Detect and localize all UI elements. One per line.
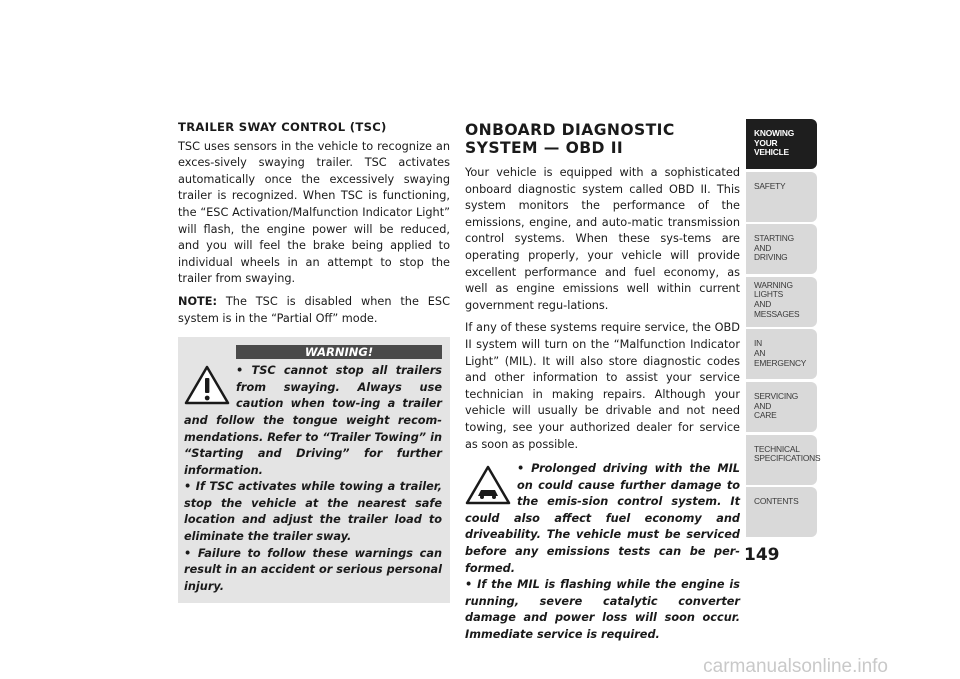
watermark [0, 655, 960, 679]
caution-car-triangle-icon [465, 465, 511, 505]
obd-paragraph-2: If any of these systems require service, the OBD II system will turn on the “Malfunction Indicator Light” (MIL). It will also store diagnostic codes and other information to assist your service technician in making repairs. Although your vehicle will usually be drivable and not need towing, see your authorized dealer for service as soon as possible. [465, 321, 740, 451]
tab-safety[interactable] [746, 172, 817, 222]
warning-triangle-icon [184, 365, 230, 405]
obd-paragraph-1: Your vehicle is equipped with a sophisticated onboard diagnostic system called OBD II. This system monitors the performance of the emissions, engine, and auto-matic transmission control systems. When these sys-tems are operating properly, your vehicle will provide excellent performance and fuel economy, as well as engine emissions well within current government regu-lations. [465, 166, 740, 312]
caution-bullet: • Prolonged driving with the MIL on could cause further damage to the emis-sion control system. It could also affect fuel economy and driveability. The vehicle must be serviced before any emissions tests can be per-formed. [465, 462, 740, 575]
left-column [178, 119, 450, 603]
section-heading-obd: ONBOARD DIAGNOSTIC SYSTEM — OBD II [465, 121, 675, 157]
tab-technical-specifications[interactable] [746, 435, 821, 485]
page-number: 149 [744, 545, 780, 565]
tsc-warning-box [178, 337, 450, 603]
tab-label: STARTING AND DRIVING [754, 233, 794, 263]
note-label: NOTE: [178, 294, 217, 308]
tsc-note [178, 294, 450, 327]
right-column [465, 119, 740, 644]
watermark-text: carmanualsonline.info [703, 656, 888, 677]
tab-label: WARNING LIGHTS AND MESSAGES [754, 279, 800, 319]
note-text: The TSC is disabled when the ESC system is in the “Partial Off” mode. [178, 294, 450, 325]
warning-title: WARNING! [236, 345, 442, 359]
tsc-paragraph: TSC uses sensors in the vehicle to recognize an exces-sively swaying trailer. TSC activates automatically once the excessively swaying trailer is recognized. When TSC is functioning, the “ESC Activation/Malfunction Indicator Light” will flash, the engine power will be reduced, and you will feel the brake being applied to individual wheels in an attempt to stop the trailer from swaying. [178, 139, 450, 286]
warning-bullet: • Failure to follow these warnings can result in an accident or serious personal injury. [184, 546, 442, 593]
tab-knowing-your-vehicle[interactable] [746, 119, 817, 169]
tab-servicing-and-care[interactable] [746, 382, 817, 432]
tab-starting-and-driving[interactable] [746, 224, 817, 274]
tab-label: SERVICING AND CARE [754, 390, 799, 421]
tab-label: KNOWING YOUR VEHICLE [754, 128, 795, 158]
tab-label: CONTENTS [754, 496, 799, 507]
mil-caution-box [465, 459, 740, 644]
warning-bullet: • If TSC activates while towing a trailer, stop the vehicle at the nearest safe location and adjust the trailer load to eliminate the trailer sway. [184, 480, 442, 544]
chapter-tabs [746, 119, 821, 540]
tab-contents[interactable] [746, 487, 817, 537]
caution-bullet: • If the MIL is flashing while the engine is running, severe catalytic converter damage and power loss will soon occur. Immediate service is required. [465, 578, 740, 642]
tab-label: SAFETY [754, 180, 786, 191]
tab-in-an-emergency[interactable] [746, 329, 817, 379]
tab-warning-lights[interactable] [746, 277, 817, 327]
warning-bullet: • TSC cannot stop all trailers from swaying. Always use caution when tow-ing a trailer and follow the tongue weight recom-mendations. Refer to “Trailer Towing” in “Starting and Driving” for further information. [184, 364, 442, 477]
section-heading-tsc: TRAILER SWAY CONTROL (TSC) [178, 120, 387, 134]
tab-label: IN AN EMERGENCY [754, 338, 807, 368]
tab-label: TECHNICAL SPECIFICATIONS [754, 443, 821, 464]
